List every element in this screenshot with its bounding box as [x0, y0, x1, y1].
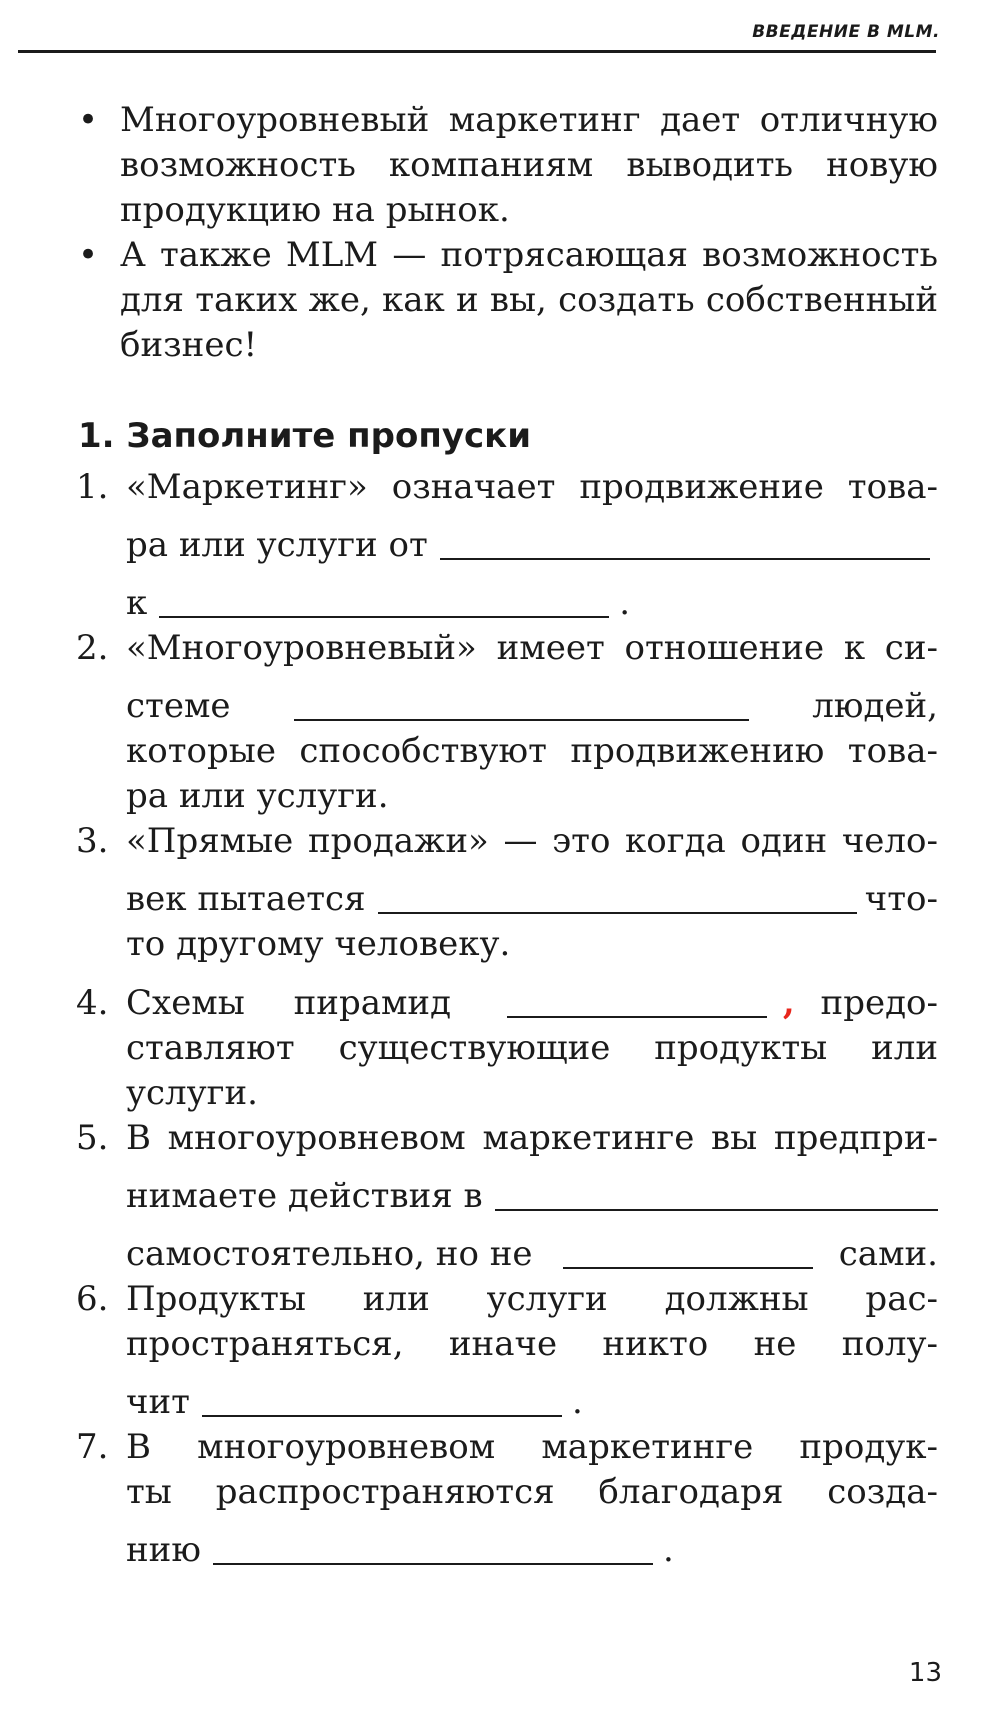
bullet-text: Многоуровневый маркетинг дает отличную возможность компаниям выводить новую продукцию на рынок. — [120, 100, 938, 230]
item-line: нимаете действия в — [126, 1176, 483, 1216]
item-line: век пытается — [126, 879, 366, 919]
item-line: ра или услуги от — [126, 525, 428, 565]
item-number: 3. — [76, 821, 109, 861]
item-line: ра или услуги. — [126, 776, 389, 816]
item-period: . — [619, 583, 631, 623]
exercise-item-6 — [78, 1277, 938, 1425]
item-line: самостоятельно, но не — [126, 1234, 533, 1274]
exercise-item-5 — [78, 1116, 938, 1277]
bullet-icon: • — [78, 100, 99, 140]
item-line: «Многоуровневый» имеет отношение к си- — [126, 628, 938, 668]
intro-bullet-1 — [78, 98, 938, 233]
item-line: то другому человеку. — [126, 924, 511, 964]
bullet-text: А также MLM — потрясающая возможность для таких же, как и вы, создать собственный бизнес! — [120, 235, 938, 365]
item-line: предо- — [820, 983, 938, 1023]
item-line: В многоуровневом маркетинге продук- — [126, 1427, 938, 1467]
item-line: ставляют существующие продукты или — [126, 1028, 938, 1068]
item-line: нию — [126, 1530, 201, 1570]
header-rule — [18, 50, 936, 53]
item-line: пространяться, иначе никто не полу- — [126, 1324, 938, 1364]
exercise-item-2 — [78, 626, 938, 819]
item-line: сами. — [838, 1234, 938, 1274]
item-line: Продукты или услуги должны рас- — [126, 1279, 938, 1319]
item-line: чит — [126, 1382, 190, 1422]
answer-blank[interactable] — [159, 586, 609, 618]
item-number: 4. — [76, 983, 109, 1023]
item-period: . — [662, 1530, 674, 1570]
item-number: 2. — [76, 628, 109, 668]
exercise-title: 1. Заполните пропуски — [78, 416, 532, 456]
item-line: стеме — [126, 686, 231, 726]
answer-blank[interactable] — [202, 1385, 562, 1417]
exercise-item-7 — [78, 1425, 938, 1573]
item-line: к — [126, 583, 148, 623]
exercise-item-1 — [78, 465, 938, 626]
item-line: ты распространяются благодаря созда- — [126, 1472, 938, 1512]
item-line: Схемы пирамид — [126, 983, 452, 1023]
answer-blank[interactable] — [563, 1237, 813, 1269]
answer-blank[interactable] — [378, 882, 857, 914]
exercise-item-4 — [78, 981, 938, 1116]
item-period: . — [571, 1382, 583, 1422]
item-line: что- — [864, 879, 938, 919]
exercise-list — [78, 465, 938, 1573]
page-content — [78, 98, 938, 1573]
bullet-icon: • — [78, 235, 99, 275]
answer-blank[interactable] — [294, 689, 749, 721]
item-line: «Прямые продажи» — это когда один чело- — [126, 821, 938, 861]
item-number: 7. — [76, 1427, 109, 1467]
item-number: 6. — [76, 1279, 109, 1319]
item-line: В многоуровневом маркетинге вы предпри- — [126, 1118, 938, 1158]
page-number: 13 — [908, 1658, 942, 1688]
item-number: 1. — [76, 467, 109, 507]
answer-blank[interactable] — [507, 986, 767, 1018]
answer-blank[interactable] — [213, 1533, 653, 1565]
item-line: услуги. — [126, 1073, 258, 1113]
running-title: ВВЕДЕНИЕ В MLM. — [752, 22, 940, 42]
item-number: 5. — [76, 1118, 109, 1158]
answer-blank[interactable] — [440, 528, 930, 560]
answer-blank[interactable] — [495, 1179, 938, 1211]
exercise-item-3 — [78, 819, 938, 967]
item-line: людей, — [812, 686, 938, 726]
red-pen-mark: , — [782, 983, 795, 1023]
item-line: «Маркетинг» означает продвижение това- — [126, 467, 938, 507]
item-line: которые способствуют продвижению това- — [126, 731, 938, 771]
intro-bullet-2 — [78, 233, 938, 368]
